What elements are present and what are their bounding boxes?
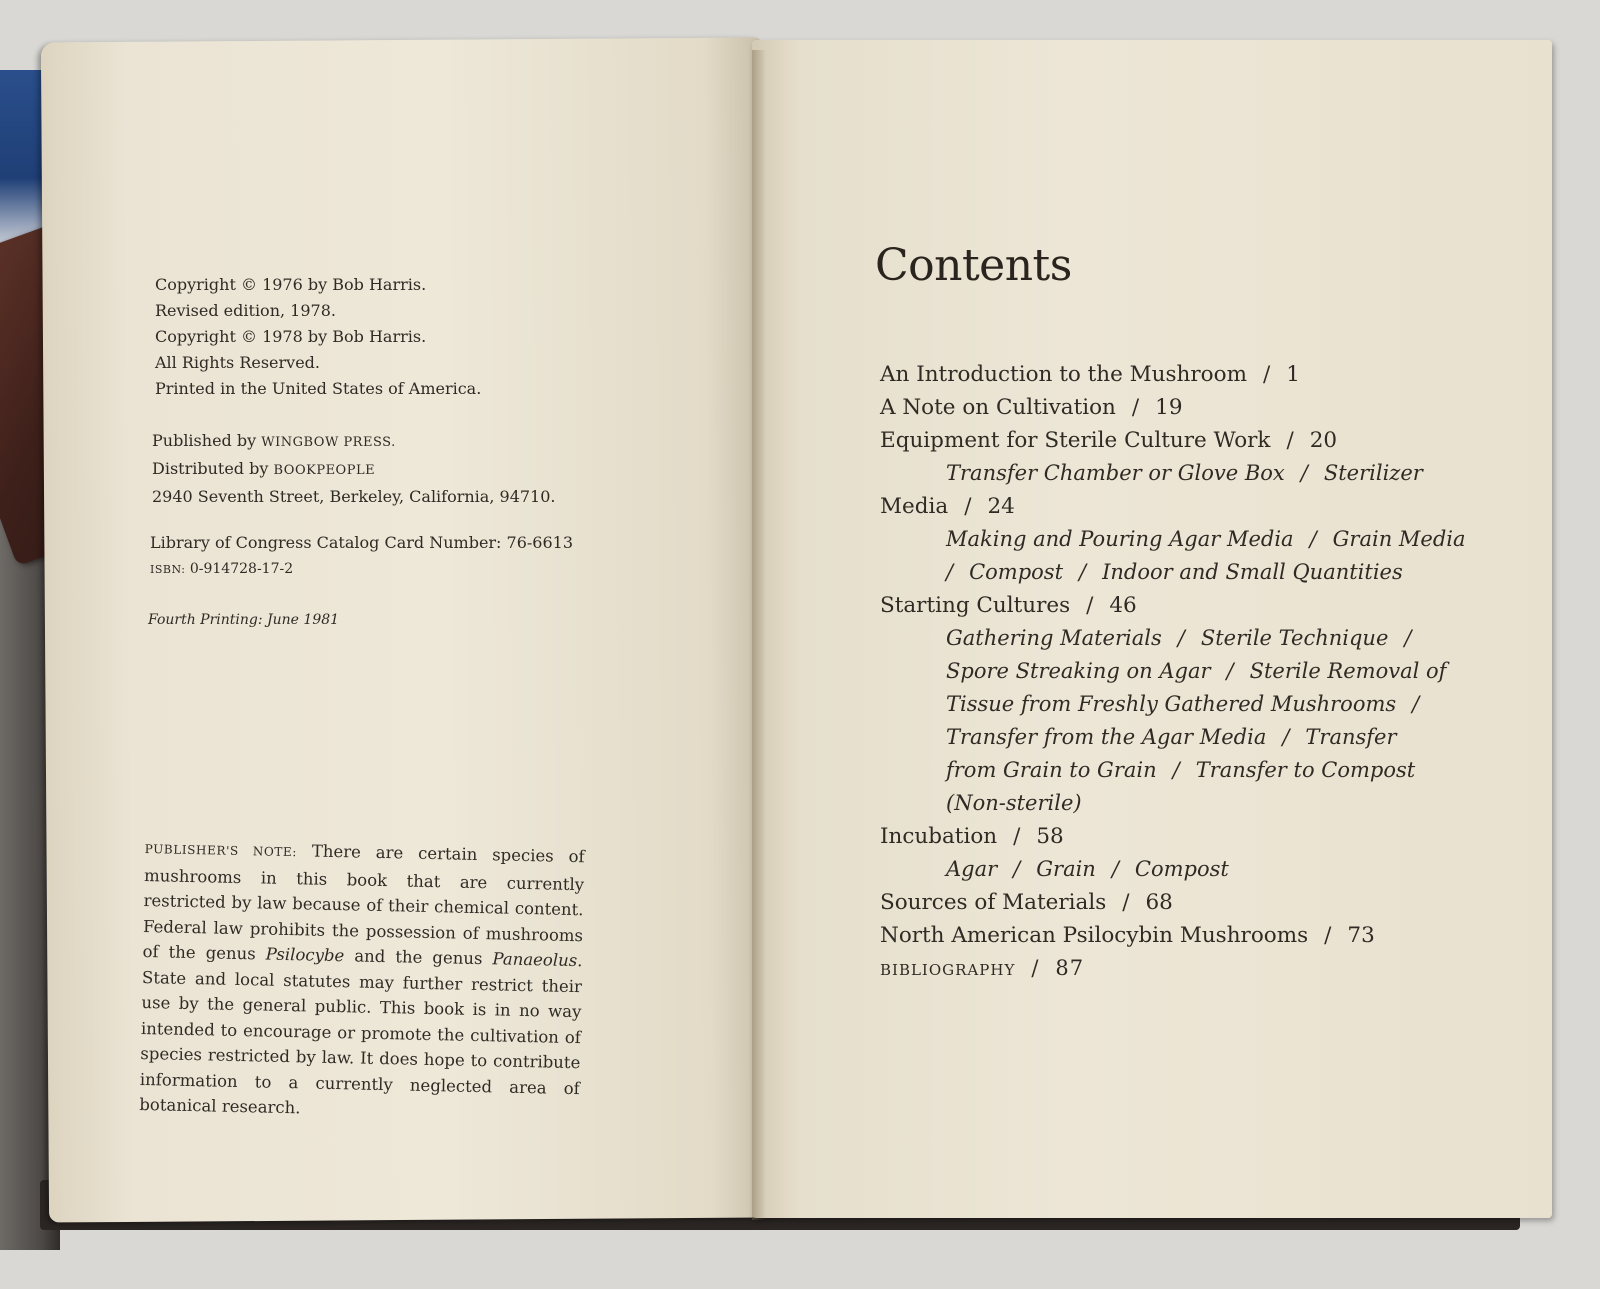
- toc-page-number: 19: [1155, 395, 1183, 420]
- toc-entry: [880, 886, 1480, 919]
- toc-entry-label: A Note on Cultivation: [880, 395, 1116, 420]
- toc-subentry: Grain: [1036, 857, 1096, 881]
- toc-separator: /: [1262, 362, 1271, 387]
- toc-page-number: 24: [987, 494, 1015, 519]
- loc-number: Library of Congress Catalog Card Number: 76-6613: [150, 533, 574, 552]
- toc-subentry: (Non-sterile): [946, 791, 1082, 815]
- isbn-label: ISBN:: [150, 563, 186, 576]
- toc-entry-label: Incubation: [880, 824, 998, 849]
- toc-page-number: 68: [1145, 890, 1173, 915]
- publisher-block: [152, 428, 556, 510]
- toc-entry: [880, 919, 1480, 952]
- toc-entry: [880, 820, 1480, 853]
- toc-separator: /: [1031, 956, 1040, 980]
- publisher-name: WINGBOW PRESS.: [261, 435, 396, 450]
- toc-separator: /: [964, 494, 972, 519]
- published-by-prefix: Published by: [152, 431, 257, 450]
- toc-separator: /: [1286, 428, 1294, 453]
- toc-entry: [880, 424, 1480, 457]
- toc-separator: /: [1131, 395, 1140, 420]
- toc-subentry-line: [880, 688, 1480, 721]
- copyright-line: Copyright © 1978 by Bob Harris.: [155, 327, 427, 346]
- toc-subentry-line: [880, 556, 1480, 589]
- toc-subentry-line: [880, 457, 1480, 490]
- publisher-note-text-1: There are certain species of mushrooms in this book that are currently restricted by law because of their chemical content. Federal law prohibits the possession of mushrooms of the genus: [142, 841, 585, 964]
- publisher-note-text-2: . State and local statutes may further restrict their use by the general public. This book is in no way intended to encourage or promote the cultivation of species restricted by law. It does hope to contribute information to a currently neglected area of botanical research.: [139, 951, 583, 1118]
- toc-entry-label: Starting Cultures: [880, 593, 1071, 618]
- toc-subentry: Transfer: [1305, 725, 1397, 749]
- copyright-block: [155, 272, 481, 402]
- published-by-line: [152, 428, 556, 456]
- toc-subentry: Grain Media: [1332, 527, 1466, 551]
- toc-separator: /: [1282, 725, 1290, 749]
- publisher-note-label: PUBLISHER'S NOTE:: [144, 841, 298, 860]
- toc-page-number: 73: [1347, 923, 1375, 948]
- toc-entry: [880, 358, 1480, 391]
- toc-subentry: Compost: [969, 560, 1064, 584]
- toc-subentry: Spore Streaking on Agar: [946, 659, 1211, 683]
- copyright-line: Revised edition, 1978.: [155, 301, 336, 320]
- toc-entry-label: Sources of Materials: [880, 890, 1107, 915]
- publisher-note: [139, 835, 585, 1127]
- toc-separator: /: [1412, 692, 1420, 716]
- toc-subentry: Agar: [946, 857, 998, 881]
- toc-entry: [880, 952, 1480, 985]
- toc-separator: /: [1324, 923, 1332, 948]
- address-line: 2940 Seventh Street, Berkeley, California, 94710.: [152, 487, 556, 506]
- distributed-by-prefix: Distributed by: [152, 459, 269, 478]
- toc-subentry: Sterile Removal of: [1249, 659, 1447, 683]
- publisher-note-and: and the genus: [354, 946, 483, 969]
- copyright-line: Printed in the United States of America.: [155, 379, 482, 398]
- toc-page-number: 58: [1036, 824, 1064, 849]
- copyright-line: Copyright © 1976 by Bob Harris.: [155, 275, 427, 294]
- toc-separator: /: [1404, 626, 1412, 650]
- toc-separator: /: [1079, 560, 1087, 584]
- toc-entry-label: Equipment for Sterile Culture Work: [880, 428, 1271, 453]
- toc-separator: /: [946, 560, 954, 584]
- toc-separator: /: [1013, 857, 1021, 881]
- toc-separator: /: [1111, 857, 1119, 881]
- contents-title: Contents: [875, 240, 1072, 291]
- toc-separator: /: [1177, 626, 1185, 650]
- toc-subentry-line: [880, 787, 1480, 820]
- toc-separator: /: [1226, 659, 1234, 683]
- toc-entry-label: Media: [880, 494, 949, 519]
- toc-page-number: 46: [1109, 593, 1137, 618]
- toc-subentry: Transfer Chamber or Glove Box: [946, 461, 1285, 485]
- toc-subentry-line: [880, 721, 1480, 754]
- toc-subentry-line: [880, 754, 1480, 787]
- toc-subentry: Indoor and Small Quantities: [1102, 560, 1403, 584]
- toc-subentry: Making and Pouring Agar Media: [946, 527, 1294, 551]
- toc-page-number: 20: [1309, 428, 1338, 453]
- toc-subentry: Transfer to Compost: [1195, 758, 1416, 782]
- isbn-line: [150, 556, 573, 583]
- copyright-line: All Rights Reserved.: [155, 353, 320, 372]
- genus-psilocybe: Psilocybe: [265, 944, 345, 966]
- toc-entry-label: North American Psilocybin Mushrooms: [880, 923, 1309, 948]
- toc-page-number: 87: [1055, 956, 1085, 980]
- toc-separator: /: [1013, 824, 1021, 849]
- toc-page-number: 1: [1286, 362, 1300, 387]
- toc-subentry: Compost: [1134, 857, 1229, 881]
- genus-panaeolus: Panaeolus: [492, 949, 578, 971]
- toc-subentry: Gathering Materials: [946, 626, 1162, 650]
- table-of-contents: [880, 358, 1480, 985]
- toc-entry: [880, 490, 1480, 523]
- distributor-name: BOOKPEOPLE: [273, 463, 376, 478]
- toc-subentry: from Grain to Grain: [946, 758, 1157, 782]
- toc-subentry: Sterilizer: [1323, 461, 1423, 485]
- toc-entry: [880, 391, 1480, 424]
- toc-subentry: Tissue from Freshly Gathered Mushrooms: [946, 692, 1397, 716]
- isbn-value: 0-914728-17-2: [189, 561, 294, 577]
- toc-subentry-line: [880, 655, 1480, 688]
- toc-subentry-line: [880, 853, 1480, 886]
- toc-entry-label: BIBLIOGRAPHY: [880, 961, 1016, 979]
- toc-separator: /: [1309, 527, 1317, 551]
- toc-entry: [880, 589, 1480, 622]
- toc-subentry: Transfer from the Agar Media: [946, 725, 1267, 749]
- printing-line: Fourth Printing: June 1981: [148, 612, 340, 628]
- toc-subentry-line: [880, 523, 1480, 556]
- toc-separator: /: [1086, 593, 1094, 618]
- toc-separator: /: [1172, 758, 1180, 782]
- book-gutter: [752, 50, 766, 1220]
- distributed-by-line: [152, 456, 556, 484]
- toc-subentry-line: [880, 622, 1480, 655]
- toc-subentry: Sterile Technique: [1200, 626, 1389, 650]
- toc-entry-label: An Introduction to the Mushroom: [880, 362, 1247, 387]
- toc-separator: /: [1300, 461, 1308, 485]
- toc-separator: /: [1122, 890, 1130, 915]
- catalog-block: [150, 530, 573, 583]
